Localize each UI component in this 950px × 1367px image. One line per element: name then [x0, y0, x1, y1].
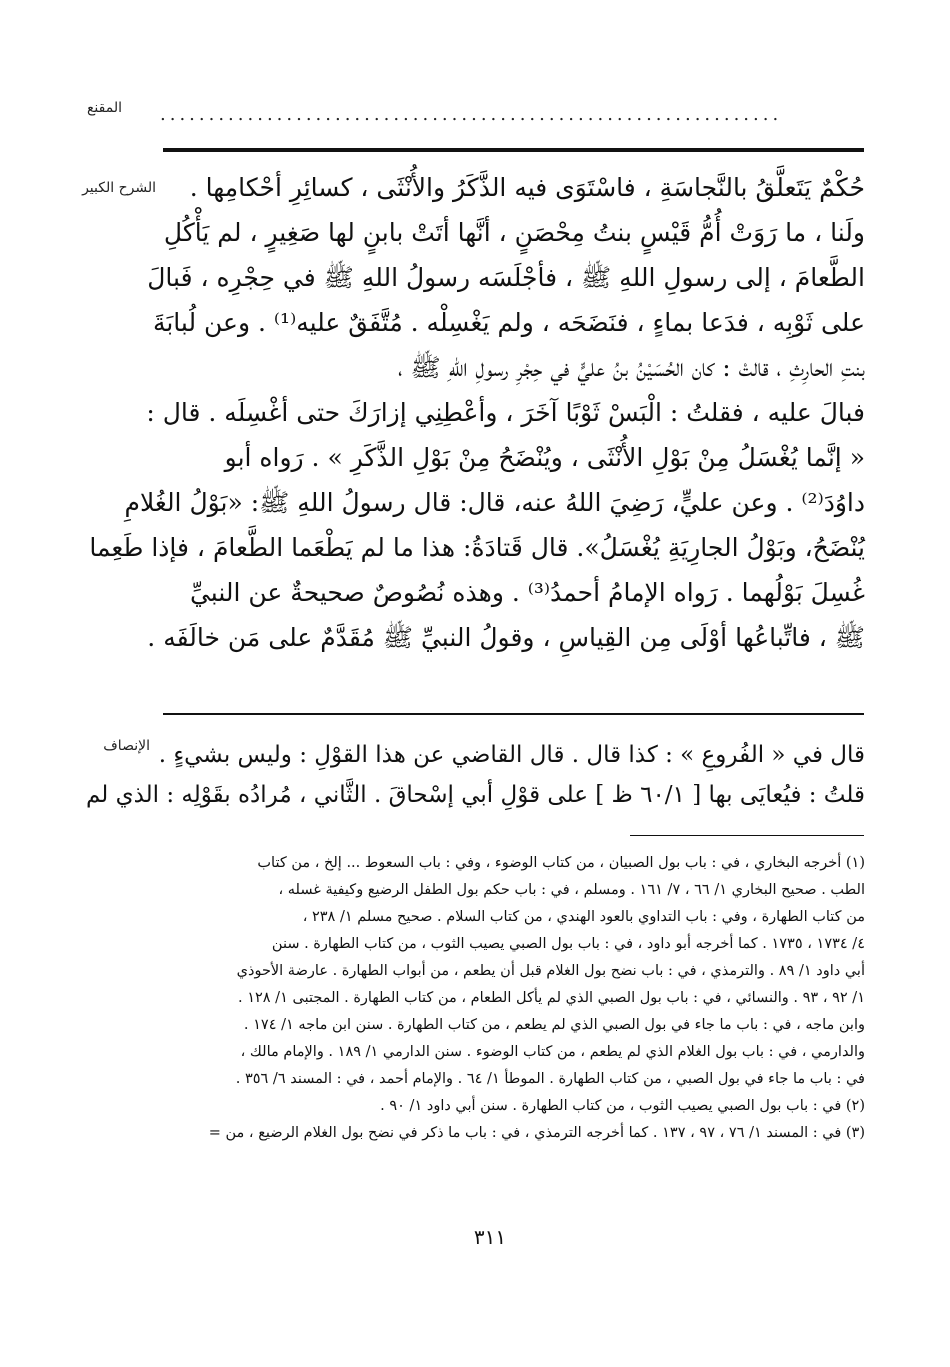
footnote-line: من كتاب الطهارة ، وفي : باب التداوي بالعود الهندي ، من كتاب السلام . صحيح مسلم ١/ ٢٣٨ ، — [302, 909, 865, 925]
sharh-label: الشرح الكبير — [82, 180, 156, 196]
sharh-line: غُسِلَ بَوْلُهما . رَواه الإمامُ أحمدُ⁽³⁾ . وهذه نُصُوصٌ صحيحةٌ عن النبيِّ — [189, 578, 865, 607]
sharh-line: على ثَوْبِه ، فدَعا بماءٍ ، فنَضَحَه ، ولم يَغْسِلْه . مُتَّفَقٌ عليه⁽¹⁾ . وعن لُبابَةَ — [152, 308, 865, 337]
insaf-line: قلتُ : فيُعايَى بها [ ٦٠/١ ظ ] على قوْلِ أبي إسْحاقَ . الثَّاني ، مُرادُه بقَوْلِه : الذي لم — [85, 782, 865, 808]
header-rule — [163, 148, 864, 152]
footnote-line: ١/ ٩٢ ، ٩٣ . والنسائي ، في : باب بول الصبي الذي لم يأكل الطعام ، من كتاب الطهارة . المجتبى ١/ ١٢٨ . — [237, 990, 865, 1006]
footnote-divider — [630, 835, 864, 836]
section-divider — [163, 713, 864, 715]
insaf-label: الإنصاف — [103, 738, 150, 754]
sharh-line: فبالَ عليه ، فقلتُ : الْبَسْ ثَوْبًا آخَرَ ، وأعْطِنِي إزارَكَ حتى أغْسِلَه . قال : — [146, 398, 865, 427]
footnote-line: (٢) في : باب بول الصبي يصيب الثوب ، من كتاب الطهارة . سنن أبي داود ١/ ٩٠ . — [380, 1098, 865, 1114]
footnote-line: والدارمي ، في : باب بول الغلام الذي لم يطعم ، من كتاب الوضوء . سنن الدارمي ١/ ١٨٩ . والإمام مالك ، — [240, 1044, 865, 1060]
sharh-line: ﷺ ، فاتِّباعُها أوْلَى مِن القِياسِ ، وقولُ النبيِّ ﷺ مُقَدَّمٌ على مَن خالَفَه . — [147, 623, 865, 652]
footnotes-block — [158, 850, 865, 1147]
sharh-line: داوُدَ⁽²⁾ . وعن عليٍّ، رَضِيَ اللهُ عنه، قال: قال رسولُ اللهِ ﷺ: «بَوْلُ الغُلامِ — [124, 488, 865, 517]
footnote-line: وابن ماجه ، في : باب ما جاء في بول الصبي الذي لم يطعم ، من كتاب الطهارة . سنن ابن ماجه ١/ ١٧٤ . — [243, 1017, 865, 1033]
sharh-line: « إنَّما يُغْسَلُ مِنْ بَوْلِ الأُنْثَى ، ويُنْضَحُ مِنْ بَوْلِ الذَّكَرِ » . رَواه أبو — [224, 443, 865, 472]
book-title-label: المقنع — [86, 100, 122, 116]
footnote-line: ٤/ ١٧٣٤ ، ١٧٣٥ . كما أخرجه أبو داود ، في : باب بول الصبي يصيب الثوب ، من كتاب الطهارة . سنن — [271, 936, 865, 952]
insaf-line: قال في « الفُروعِ » : كذا قال . قال القاضي عن هذا القوْلِ : وليس بشيءٍ . — [158, 742, 865, 768]
page-number: ٣١١ — [473, 1225, 507, 1249]
sharh-line: بنتِ الحارِثِ ، قالتْ : كان الحُسَيْنُ بنُ عليٍّ في حِجْرِ رسولِ اللهِ ﷺ ، — [397, 353, 865, 382]
header-dotted-line: ................................................................ — [160, 104, 783, 125]
sharh-line: ولَنا ، ما رَوَتْ أُمُّ قَيْسٍ بنتُ مِحْصَنٍ ، أنَّها أتَتْ بابنٍ لها صَغِيرٍ ، لم يَأْكُلِ — [163, 218, 865, 247]
footnote-line: (٣) في : المسند ١/ ٧٦ ، ٩٧ ، ١٣٧ . كما أخرجه الترمذي ، في : باب ما ذكر في نضح بول الغلام الرضيع ، من = — [208, 1125, 865, 1141]
footnote-line: (١) أخرجه البخاري ، في : باب بول الصبيان ، من كتاب الوضوء ، وفي : باب السعوط ... إلخ ، من كتاب — [257, 855, 865, 871]
footnote-line: أبي داود ١/ ٨٩ . والترمذي ، في : باب نضح بول الغلام قبل أن يطعم ، من أبواب الطهارة . عارضة الأحوذي — [236, 963, 865, 979]
sharh-line: الطَّعامَ ، إلى رسولِ اللهِ ﷺ ، فأجْلَسَه رسولُ اللهِ ﷺ في حِجْرِه ، فَبالَ — [147, 263, 865, 292]
footnote-line: الطب . صحيح البخاري ١/ ٦٦ ، ٧/ ١٦١ . ومسلم ، في : باب حكم بول الطفل الرضيع وكيفية غسله ، — [278, 882, 865, 898]
footnote-line: في : باب ما جاء في بول الصبي ، من كتاب الطهارة . الموطأ ١/ ٦٤ . والإمام أحمد ، في : المسند ٦/ ٣٥٦ . — [235, 1071, 865, 1087]
sharh-line: حُكْمٌ يَتَعلَّقُ بالنَّجاسَةِ ، فاسْتَوَى فيه الذَّكَرُ والأُنْثَى ، كسائِرِ أحْكامِها . — [189, 173, 865, 202]
sharh-line: يُنْضَحُ، وبَوْلُ الجارِيَةِ يُغْسَلُ». قال قَتادَةُ: هذا ما لم يَطْعَما الطَّعامَ ، فإذا طَعِما — [89, 533, 865, 562]
